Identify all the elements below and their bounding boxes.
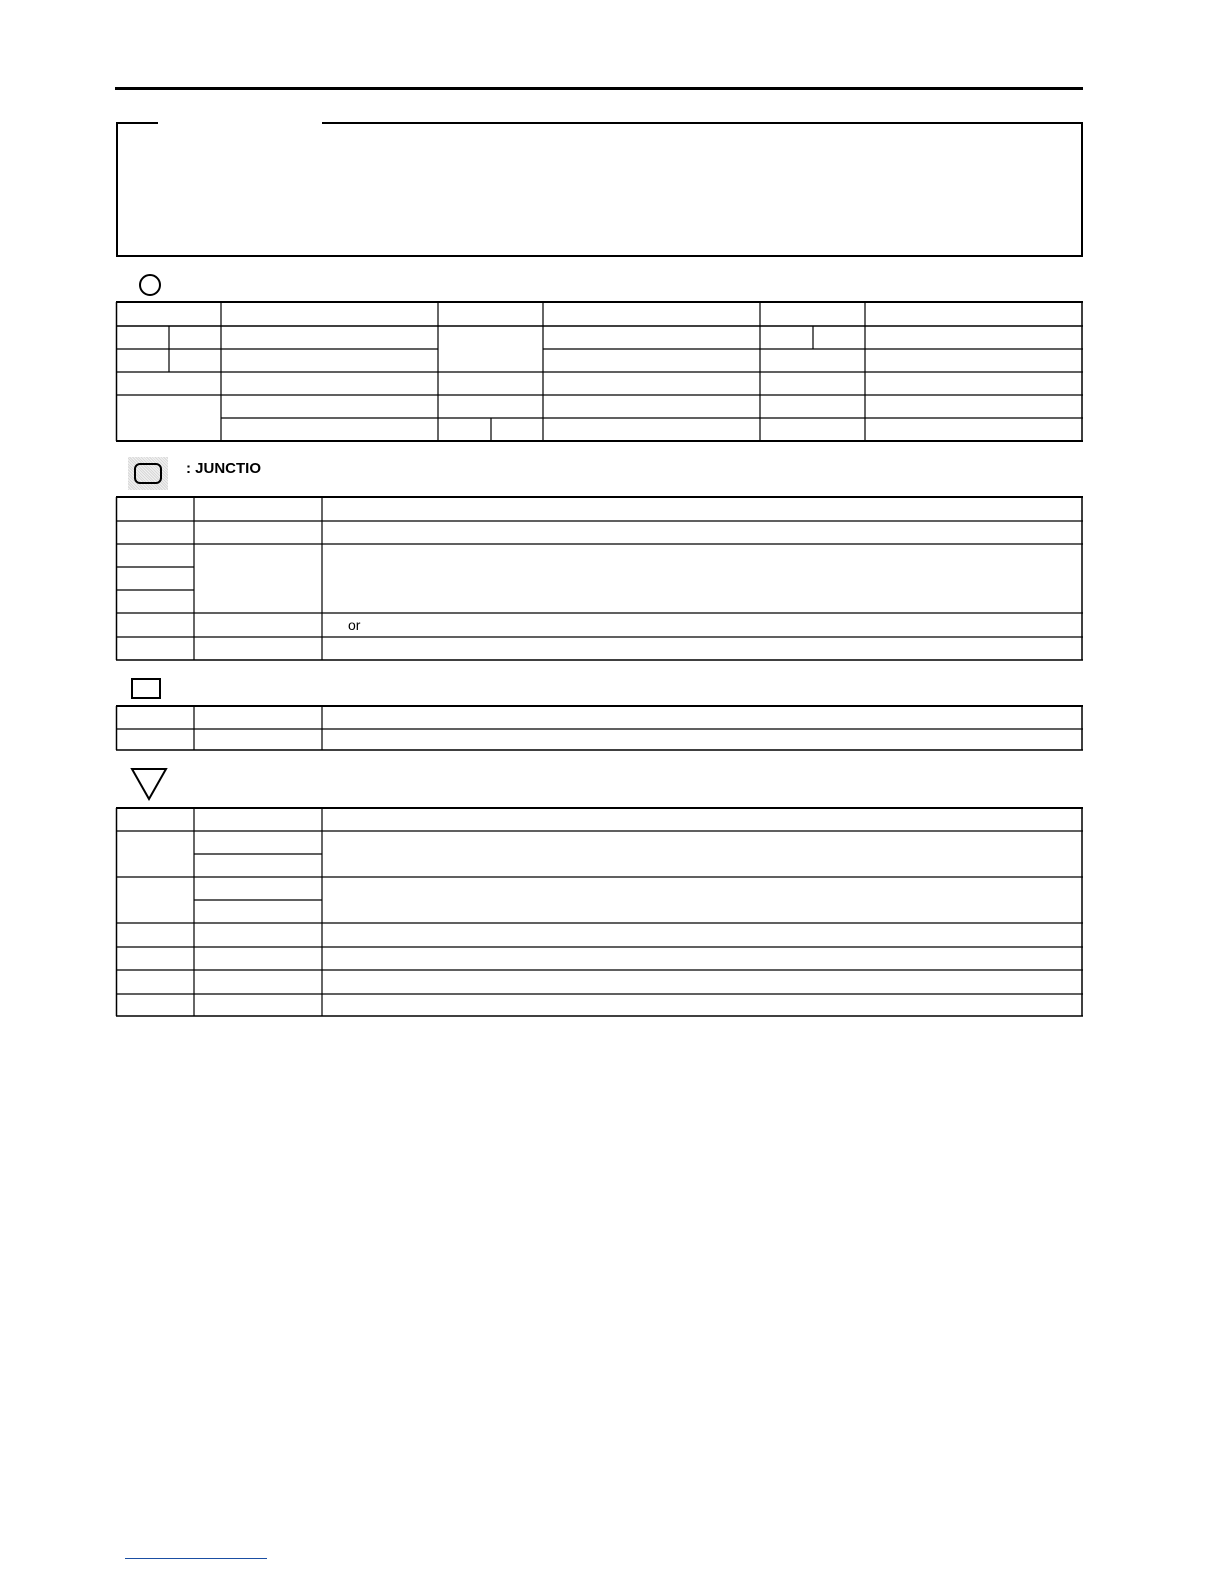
footer-link-underline[interactable]: [125, 1558, 267, 1559]
junction-row-text: or: [348, 617, 361, 633]
junction-section-label: : JUNCTIO: [186, 460, 261, 477]
